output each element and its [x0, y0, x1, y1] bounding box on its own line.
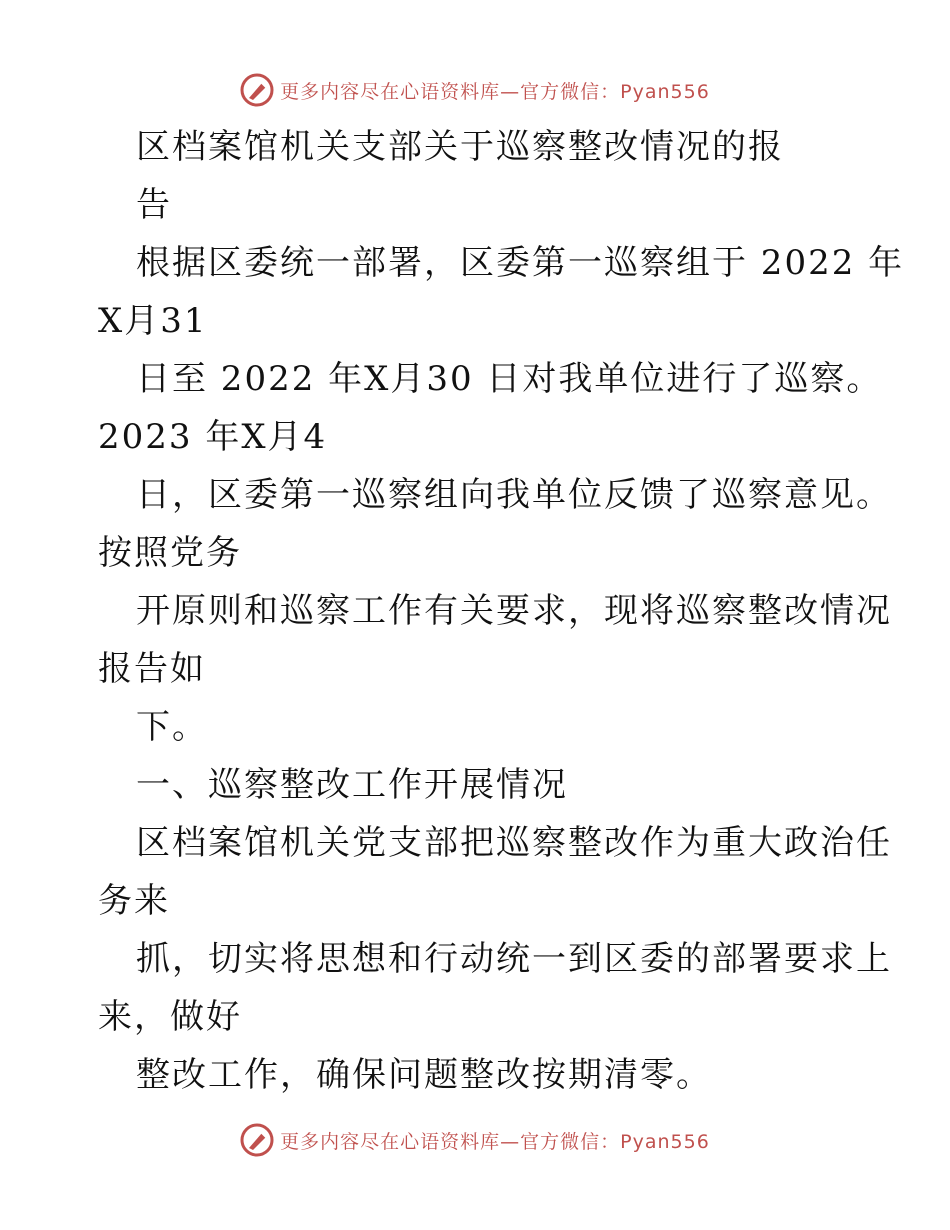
watermark-text: 更多内容尽在心语资料库—官方微信：Pyan556 [280, 80, 710, 103]
paragraph-line: 日，区委第一巡察组向我单位反馈了巡察意见。 [136, 475, 892, 515]
title-line-2: 告 [136, 185, 172, 225]
footer-watermark [0, 1120, 950, 1160]
paragraph-line: 抓，切实将思想和行动统一到区委的部署要求上 [136, 939, 892, 979]
paragraph-line: 根据区委统一部署，区委第一巡察组于 2022 年 [136, 243, 905, 283]
paragraph-line: 2023 年X月4 [98, 417, 328, 457]
paragraph-line: 区档案馆机关党支部把巡察整改作为重大政治任 [136, 823, 892, 863]
pen-logo-icon [240, 1123, 274, 1157]
pen-logo-icon [240, 73, 274, 107]
paragraph-line: 按照党务 [98, 533, 242, 573]
paragraph-line: 来，做好 [98, 997, 242, 1037]
paragraph-line: 下。 [136, 707, 208, 747]
paragraph-line: X月31 [98, 301, 208, 341]
header-watermark [0, 70, 950, 110]
title-line-1: 区档案馆机关支部关于巡察整改情况的报 [136, 127, 784, 167]
paragraph-line: 务来 [98, 881, 170, 921]
paragraph-line: 日至 2022 年X月30 日对我单位进行了巡察。 [136, 359, 883, 399]
section-heading: 一、巡察整改工作开展情况 [136, 765, 568, 805]
paragraph-line: 整改工作，确保问题整改按期清零。 [136, 1055, 712, 1095]
paragraph-line: 开原则和巡察工作有关要求，现将巡察整改情况 [136, 591, 892, 631]
paragraph-line: 报告如 [98, 649, 206, 689]
watermark-text: 更多内容尽在心语资料库—官方微信：Pyan556 [280, 1130, 710, 1153]
